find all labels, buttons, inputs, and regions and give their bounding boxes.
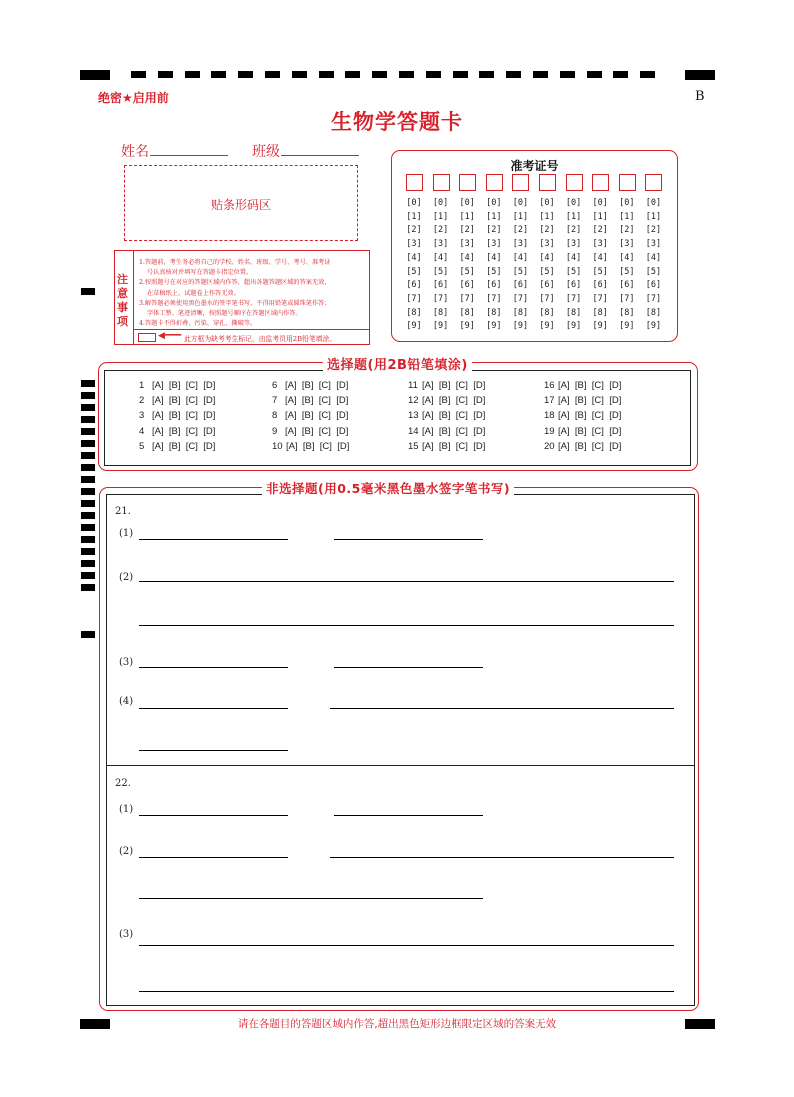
q22-part-3: (3)	[119, 929, 134, 940]
timing-mark	[506, 71, 521, 78]
exam-id-bubble[interactable]: [6]	[565, 280, 582, 291]
notice-title-char: 注	[117, 273, 128, 286]
notice-line: 号认真核对并填写在答题卡指定位置。	[147, 269, 253, 277]
exam-id-bubble[interactable]: [9]	[565, 321, 582, 332]
notice-title-divider	[133, 251, 134, 344]
exam-id-digit-box[interactable]	[512, 174, 529, 191]
timing-mark	[185, 71, 200, 78]
exam-id-bubble[interactable]: [6]	[459, 280, 475, 291]
exam-id-bubble[interactable]: [1]	[432, 211, 449, 222]
exam-id-bubble[interactable]: [0]	[432, 198, 449, 208]
mcq-question-number: 9	[272, 425, 278, 437]
q22-part-1: (1)	[119, 804, 134, 815]
exam-id-bubble[interactable]: [7]	[565, 293, 582, 304]
exam-id-bubble[interactable]: [3]	[406, 239, 422, 250]
mcq-options[interactable]: [A] [B] [C] [D]	[286, 440, 350, 452]
mcq-options[interactable]: [A] [B] [C] [D]	[558, 395, 622, 407]
q22-2-answer-a[interactable]	[139, 857, 288, 858]
q21-part-2: (2)	[119, 572, 134, 583]
mcq-question-number: 4	[139, 425, 145, 437]
mcq-question-number: 2	[139, 395, 145, 407]
timing-mark	[238, 71, 253, 78]
exam-id-bubble[interactable]: [2]	[645, 225, 662, 236]
exam-id-bubble[interactable]: [2]	[486, 225, 502, 236]
exam-id-bubble[interactable]: [6]	[486, 280, 502, 291]
exam-id-bubble[interactable]: [2]	[539, 225, 555, 236]
exam-id-bubble[interactable]: [4]	[592, 252, 608, 263]
exam-id-bubble[interactable]: [0]	[592, 198, 608, 208]
q22-1-answer-b[interactable]	[334, 815, 483, 816]
exam-id-bubble[interactable]: [0]	[539, 198, 555, 208]
name-label: 姓名	[121, 144, 149, 160]
class-field[interactable]	[281, 155, 359, 156]
exam-id-bubble[interactable]: [0]	[619, 198, 635, 208]
mcq-options[interactable]: [A] [B] [C] [D]	[152, 425, 216, 437]
exam-id-bubble[interactable]: [4]	[619, 252, 635, 263]
mcq-question-number: 12	[408, 395, 419, 407]
q22-3-answer-b[interactable]	[139, 991, 674, 992]
side-timing-mark	[81, 428, 95, 435]
q21-part-1: (1)	[119, 528, 134, 539]
exam-id-bubble[interactable]: [4]	[645, 252, 662, 263]
side-mark-top	[81, 288, 95, 295]
q21-2-answer-b[interactable]	[139, 625, 674, 626]
exam-id-bubble[interactable]: [1]	[512, 211, 529, 222]
exam-id-bubble[interactable]: [9]	[539, 321, 555, 332]
exam-id-bubble[interactable]: [8]	[539, 307, 555, 318]
exam-id-bubble[interactable]: [0]	[459, 198, 475, 208]
q22-part-2: (2)	[119, 846, 134, 857]
exam-id-bubble[interactable]: [5]	[619, 266, 635, 277]
class-label: 班级	[252, 144, 280, 160]
exam-id-bubble[interactable]: [8]	[645, 307, 662, 318]
exam-id-bubble[interactable]: [4]	[565, 252, 582, 263]
q21-number: 21.	[115, 506, 131, 517]
exam-id-bubble[interactable]: [2]	[406, 225, 422, 236]
notice-line: 在草稿纸上、试题卷上作答无效。	[147, 289, 240, 297]
timing-mark	[560, 71, 575, 78]
exam-id-bubble[interactable]: [2]	[592, 225, 608, 236]
exam-id-bubble[interactable]: [7]	[619, 293, 635, 304]
mcq-options[interactable]: [A] [B] [C] [D]	[285, 395, 349, 407]
notice-line: 3.解答题必须使用黑色墨水的签字笔书写，不得用铅笔或圆珠笔作答；	[139, 299, 331, 307]
exam-id-bubble[interactable]: [6]	[512, 280, 529, 291]
side-timing-mark	[81, 512, 95, 519]
exam-id-bubble[interactable]: [4]	[432, 252, 449, 263]
timing-mark	[211, 71, 226, 78]
exam-id-bubble[interactable]: [8]	[486, 307, 502, 318]
exam-id-title: 准考证号	[510, 159, 559, 173]
exam-id-digit-box[interactable]	[645, 174, 662, 191]
exam-id-bubble[interactable]: [8]	[565, 307, 582, 318]
side-timing-mark	[81, 536, 95, 543]
exam-id-digit-box[interactable]	[592, 174, 609, 191]
mcq-question-number: 1	[139, 380, 145, 391]
exam-id-bubble[interactable]: [6]	[432, 280, 449, 291]
exam-id-bubble[interactable]: [1]	[645, 211, 662, 222]
exam-id-bubble[interactable]: [9]	[459, 321, 475, 332]
timing-mark	[345, 71, 360, 78]
fr-title-rule-left	[230, 487, 260, 488]
mcq-options[interactable]: [A] [B] [C] [D]	[558, 425, 622, 437]
notice-title-char: 意	[117, 287, 128, 300]
exam-id-bubble[interactable]: [2]	[512, 225, 529, 236]
fr-divider	[106, 765, 695, 766]
timing-mark	[399, 71, 414, 78]
timing-mark	[372, 71, 387, 78]
timing-mark	[533, 71, 548, 78]
exam-id-bubble[interactable]: [8]	[459, 307, 475, 318]
exam-id-bubble[interactable]: [9]	[592, 321, 608, 332]
mcq-question-number: 16	[544, 380, 555, 391]
q21-1-answer-a[interactable]	[139, 539, 288, 540]
exam-id-bubble[interactable]: [4]	[459, 252, 475, 263]
q21-3-answer-a[interactable]	[139, 667, 288, 668]
exam-id-bubble[interactable]: [1]	[459, 211, 475, 222]
exam-id-bubble[interactable]: [3]	[459, 239, 475, 250]
exam-id-bubble[interactable]: [5]	[486, 266, 502, 277]
page-title: 生物学答题卡	[331, 110, 463, 134]
fr-title: 非选择题(用0.5毫米黑色墨水签字笔书写)	[262, 479, 514, 497]
exam-id-bubble[interactable]: [4]	[539, 252, 555, 263]
mcq-options[interactable]: [A] [B] [C] [D]	[152, 395, 216, 407]
absent-mark-box[interactable]	[138, 333, 156, 342]
exam-id-bubble[interactable]: [9]	[619, 321, 635, 332]
mcq-options[interactable]: [A] [B] [C] [D]	[152, 410, 216, 422]
q22-3-answer-a[interactable]	[139, 945, 674, 946]
exam-id-bubble[interactable]: [9]	[486, 321, 502, 332]
mcq-options[interactable]: [A] [B] [C] [D]	[285, 380, 349, 391]
exam-id-bubble[interactable]: [4]	[486, 252, 502, 263]
exam-id-bubble[interactable]: [7]	[539, 293, 555, 304]
mcq-options[interactable]: [A] [B] [C] [D]	[558, 410, 622, 422]
side-timing-mark	[81, 452, 95, 459]
exam-id-bubble[interactable]: [6]	[592, 280, 608, 291]
side-mark-bottom	[81, 631, 95, 638]
exam-id-bubble[interactable]: [1]	[486, 211, 502, 222]
side-timing-mark	[81, 404, 95, 411]
side-timing-mark	[81, 572, 95, 579]
q21-part-3: (3)	[119, 657, 134, 668]
exam-id-bubble[interactable]: [8]	[512, 307, 529, 318]
exam-id-bubble[interactable]: [2]	[565, 225, 582, 236]
exam-id-bubble[interactable]: [3]	[432, 239, 449, 250]
side-timing-mark	[81, 560, 95, 567]
q21-2-answer-a[interactable]	[139, 581, 674, 582]
notice-line: 1.答题前，考生务必将自己的学校、姓名、班级、学号、考号、准考证	[139, 259, 331, 266]
exam-id-bubble[interactable]: [5]	[645, 266, 662, 277]
mcq-question-number: 14	[408, 425, 419, 437]
exam-id-bubble[interactable]: [2]	[432, 225, 449, 236]
exam-id-bubble[interactable]: [3]	[539, 239, 555, 250]
timing-mark	[426, 71, 441, 78]
arrow-left-icon: ◀━━━	[158, 331, 182, 341]
side-timing-mark	[81, 440, 95, 447]
mcq-options[interactable]: [A] [B] [C] [D]	[422, 410, 486, 422]
absent-mark-text: 此方框为缺考考生标记，由监考员用2B铅笔填涂。	[184, 335, 337, 343]
exam-id-bubble[interactable]: [6]	[619, 280, 635, 291]
side-timing-mark	[81, 548, 95, 555]
exam-id-bubble[interactable]: [3]	[486, 239, 502, 250]
exam-id-bubble[interactable]: [4]	[512, 252, 529, 263]
exam-id-bubble[interactable]: [8]	[619, 307, 635, 318]
mcq-question-number: 17	[544, 395, 555, 407]
side-timing-mark	[81, 416, 95, 423]
exam-id-bubble[interactable]: [5]	[592, 266, 608, 277]
timing-mark	[479, 71, 494, 78]
mcq-options[interactable]: [A] [B] [C] [D]	[422, 395, 486, 407]
mcq-options[interactable]: [A] [B] [C] [D]	[152, 440, 216, 452]
corner-mark-top-left	[80, 70, 110, 80]
mcq-options[interactable]: [A] [B] [C] [D]	[558, 380, 622, 391]
exam-id-bubble[interactable]: [9]	[512, 321, 529, 332]
mcq-options[interactable]: [A] [B] [C] [D]	[285, 425, 349, 437]
notice-absent-divider	[133, 329, 369, 330]
exam-id-digit-box[interactable]	[566, 174, 583, 191]
timing-mark	[265, 71, 280, 78]
mcq-question-number: 3	[139, 410, 145, 422]
mcq-question-number: 10	[272, 440, 283, 452]
q21-part-4: (4)	[119, 696, 134, 707]
exam-id-digit-box[interactable]	[433, 174, 450, 191]
mcq-options[interactable]: [A] [B] [C] [D]	[558, 440, 622, 452]
side-timing-mark	[81, 500, 95, 507]
q22-2-answer-c[interactable]	[139, 898, 483, 899]
exam-id-bubble[interactable]: [9]	[432, 321, 449, 332]
mcq-question-number: 7	[272, 395, 278, 407]
exam-id-bubble[interactable]: [8]	[592, 307, 608, 318]
side-timing-mark	[81, 380, 95, 387]
secret-label: 绝密★启用前	[98, 91, 169, 105]
exam-id-digit-box[interactable]	[406, 174, 423, 191]
exam-id-bubble[interactable]: [5]	[432, 266, 449, 277]
footer-warning: 请在各题目的答题区域内作答,超出黑色矩形边框限定区域的答案无效	[237, 1018, 557, 1030]
exam-id-bubble[interactable]: [1]	[539, 211, 555, 222]
exam-id-digit-box[interactable]	[619, 174, 636, 191]
exam-id-bubble[interactable]: [0]	[512, 198, 529, 208]
timing-mark	[587, 71, 602, 78]
exam-id-bubble[interactable]: [5]	[565, 266, 582, 277]
exam-id-bubble[interactable]: [0]	[486, 198, 502, 208]
side-timing-mark	[81, 464, 95, 471]
exam-id-bubble[interactable]: [7]	[645, 293, 662, 304]
notice-title-char: 项	[117, 315, 128, 328]
side-timing-mark	[81, 524, 95, 531]
fr-title-rule-right	[534, 487, 564, 488]
exam-id-bubble[interactable]: [7]	[432, 293, 449, 304]
exam-id-bubble[interactable]: [0]	[406, 198, 422, 208]
timing-mark	[292, 71, 307, 78]
mcq-title-rule-right	[491, 362, 521, 363]
timing-mark	[158, 71, 173, 78]
exam-id-bubble[interactable]: [6]	[645, 280, 662, 291]
mcq-question-number: 11	[408, 380, 418, 391]
q22-number: 22.	[115, 778, 131, 789]
exam-id-bubble[interactable]: [1]	[619, 211, 635, 222]
corner-mark-top-right	[685, 70, 715, 80]
exam-id-bubble[interactable]: [9]	[406, 321, 422, 332]
mcq-question-number: 8	[272, 410, 278, 422]
exam-id-bubble[interactable]: [3]	[592, 239, 608, 250]
exam-id-bubble[interactable]: [4]	[406, 252, 422, 263]
exam-id-bubble[interactable]: [7]	[459, 293, 475, 304]
timing-mark	[131, 71, 146, 78]
exam-id-bubble[interactable]: [3]	[645, 239, 662, 250]
barcode-area-label: 贴条形码区	[210, 198, 271, 212]
barcode-area	[124, 165, 358, 241]
name-field[interactable]	[150, 155, 228, 156]
version-label: B	[695, 89, 705, 104]
exam-id-bubble[interactable]: [1]	[592, 211, 608, 222]
q21-3-answer-b[interactable]	[334, 667, 483, 668]
mcq-options[interactable]: [A] [B] [C] [D]	[285, 410, 349, 422]
side-timing-mark	[81, 392, 95, 399]
exam-id-bubble[interactable]: [9]	[645, 321, 662, 332]
exam-id-bubble[interactable]: [2]	[619, 225, 635, 236]
exam-id-bubble[interactable]: [7]	[486, 293, 502, 304]
timing-mark	[453, 71, 468, 78]
mcq-question-number: 15	[408, 440, 419, 452]
mcq-question-number: 5	[139, 440, 145, 452]
exam-id-digit-box[interactable]	[459, 174, 476, 191]
mcq-options[interactable]: [A] [B] [C] [D]	[422, 380, 486, 391]
mcq-question-number: 19	[544, 425, 555, 437]
q21-4-answer-b[interactable]	[330, 708, 674, 709]
mcq-title-rule-left	[290, 362, 320, 363]
timing-mark	[640, 71, 655, 78]
q21-4-answer-a[interactable]	[139, 708, 288, 709]
mcq-options[interactable]: [A] [B] [C] [D]	[422, 425, 486, 437]
exam-id-bubble[interactable]: [3]	[565, 239, 582, 250]
mcq-options[interactable]: [A] [B] [C] [D]	[152, 380, 216, 391]
side-timing-mark	[81, 476, 95, 483]
exam-id-bubble[interactable]: [7]	[406, 293, 422, 304]
notice-line: 字体工整、笔迹清晰，按照题号顺序在答题区域内作答。	[147, 310, 302, 317]
q22-1-answer-a[interactable]	[139, 815, 288, 816]
exam-id-bubble[interactable]: [5]	[539, 266, 555, 277]
timing-mark	[613, 71, 628, 78]
mcq-question-number: 13	[408, 410, 419, 422]
exam-id-bubble[interactable]: [5]	[459, 266, 475, 277]
mcq-question-number: 18	[544, 410, 555, 422]
q21-4-answer-c[interactable]	[139, 750, 288, 751]
mcq-question-number: 20	[544, 440, 555, 452]
exam-id-bubble[interactable]: [3]	[512, 239, 529, 250]
notice-title-char: 事	[117, 301, 128, 314]
exam-id-bubble[interactable]: [6]	[539, 280, 555, 291]
exam-id-bubble[interactable]: [3]	[619, 239, 635, 250]
notice-line: 2.按照题号在对应的答题区域内作答，超出各题答题区域的答案无效，	[139, 279, 331, 287]
exam-id-bubble[interactable]: [1]	[406, 211, 422, 222]
exam-id-digit-box[interactable]	[539, 174, 556, 191]
exam-id-bubble[interactable]: [6]	[406, 280, 422, 291]
timing-mark	[319, 71, 334, 78]
exam-id-bubble[interactable]: [1]	[565, 211, 582, 222]
side-timing-mark	[81, 488, 95, 495]
q21-1-answer-b[interactable]	[334, 539, 483, 540]
exam-id-bubble[interactable]: [0]	[645, 198, 662, 208]
exam-id-bubble[interactable]: [7]	[512, 293, 529, 304]
mcq-title: 选择题(用2B铅笔填涂)	[323, 354, 472, 373]
notice-line: 4.答题卡不得折叠、污染、穿孔、撕破等。	[139, 320, 257, 328]
q22-2-answer-b[interactable]	[330, 857, 674, 858]
exam-id-bubble[interactable]: [5]	[512, 266, 529, 277]
exam-id-bubble[interactable]: [5]	[406, 266, 422, 277]
mcq-options[interactable]: [A] [B] [C] [D]	[422, 440, 486, 452]
exam-id-bubble[interactable]: [7]	[592, 293, 608, 304]
side-timing-mark	[81, 584, 95, 591]
mcq-question-number: 6	[272, 380, 278, 391]
exam-id-bubble[interactable]: [8]	[406, 307, 422, 318]
exam-id-digit-box[interactable]	[486, 174, 503, 191]
exam-id-bubble[interactable]: [2]	[459, 225, 475, 236]
exam-id-bubble[interactable]: [0]	[565, 198, 582, 208]
exam-id-bubble[interactable]: [8]	[432, 307, 449, 318]
